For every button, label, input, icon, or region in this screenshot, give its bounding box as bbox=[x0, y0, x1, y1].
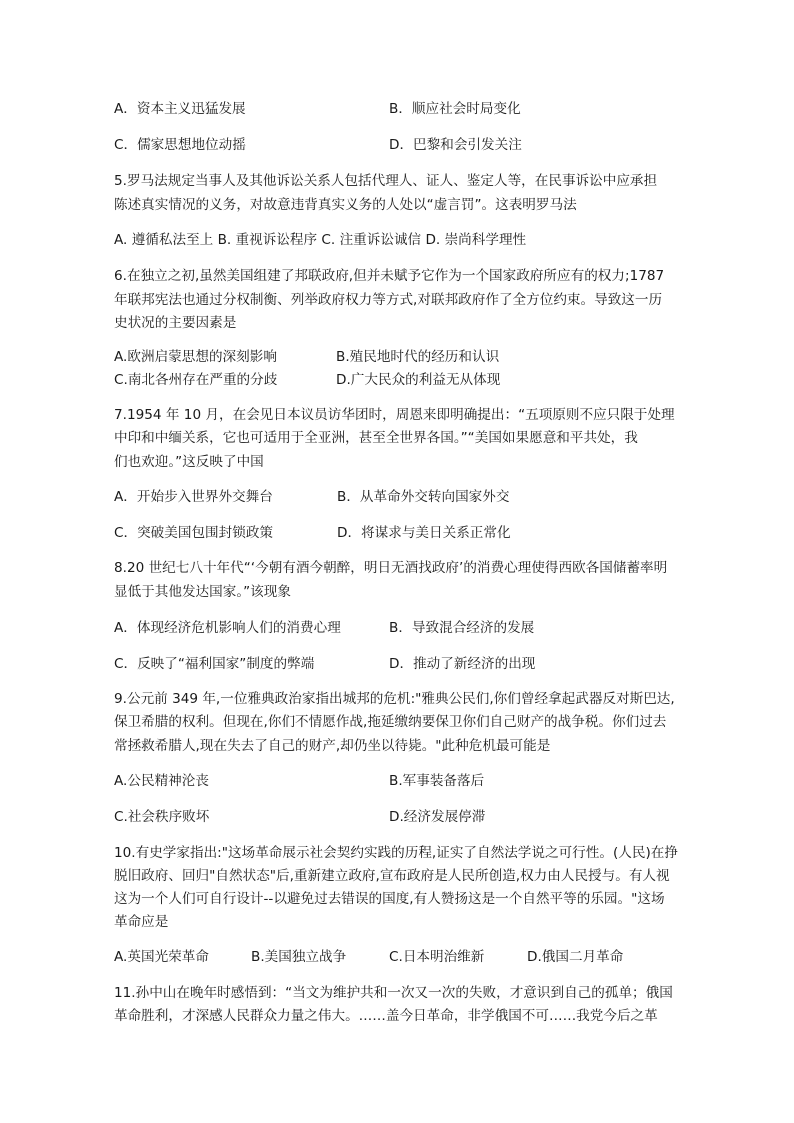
q6-stem-line-2: 年联邦宪法也通过分权制衡、列举政府权力等方式,对联邦政府作了全方位约束。导致这一历 bbox=[114, 292, 663, 308]
q10-stem-line-4: 革命应是 bbox=[114, 914, 169, 930]
q7-option-c: C．突破美国包围封锁政策 bbox=[114, 525, 274, 541]
q7-option-d: D．将谋求与美日关系正常化 bbox=[337, 525, 511, 541]
q8-stem-line-2: 显低于其他发达国家。”该现象 bbox=[114, 584, 291, 600]
q11-stem-line-2: 革命胜利，才深感人民群众力量之伟大。……盖今日革命，非学俄国不可……我党今后之革 bbox=[114, 1008, 658, 1024]
q10-option-a: A.英国光荣革命 bbox=[114, 949, 209, 965]
q6-option-c: C.南北各州存在严重的分歧 bbox=[114, 372, 278, 388]
q8-stem-line-1: 8.20 世纪七八十年代“‘今朝有酒今朝醉，明日无酒找政府’的消费心理使得西欧各国储蓄率明 bbox=[114, 560, 668, 576]
q10-stem-line-3: 这为一个人们可自行设计--以避免过去错误的国度,有人赞扬这是一个自然平等的乐园。"这场 bbox=[114, 891, 665, 907]
q7-option-a: A．开始步入世界外交舞台 bbox=[114, 489, 273, 505]
q10-option-b: B.美国独立战争 bbox=[251, 949, 347, 965]
q10-stem-line-2: 脱旧政府、回归"自然状态"后,重新建立政府,宣布政府是人民所创造,权力由人民授与。有人视 bbox=[114, 868, 670, 884]
q6-stem-line-1: 6.在独立之初,虽然美国组建了邦联政府,但并未赋予它作为一个国家政府所应有的权力;1787 bbox=[114, 268, 665, 284]
q6-option-d: D.广大民众的利益无从体现 bbox=[336, 372, 501, 388]
q9-option-d: D.经济发展停滞 bbox=[389, 809, 486, 825]
q7-stem-line-3: 们也欢迎。”这反映了中国 bbox=[114, 454, 264, 470]
q10-stem-line-1: 10.有史学家指出:"这场革命展示社会契约实践的历程,证实了自然法学说之可行性。(人民)在挣 bbox=[114, 845, 678, 861]
q7-option-b: B．从革命外交转向国家外交 bbox=[337, 489, 510, 505]
q6-option-b: B.殖民地时代的经历和认识 bbox=[336, 349, 500, 365]
q11-stem-line-1: 11.孙中山在晚年时感悟到：“当文为维护共和一次又一次的失败，才意识到自己的孤单；俄国 bbox=[114, 985, 673, 1001]
q5-options: A. 遵循私法至上 B. 重视诉讼程序 C. 注重诉讼诚信 D. 崇尚科学理性 bbox=[114, 232, 527, 248]
q8-option-b: B．导致混合经济的发展 bbox=[389, 620, 535, 636]
q4-option-d: D．巴黎和会引发关注 bbox=[389, 137, 522, 153]
q9-option-a: A.公民精神沦丧 bbox=[114, 773, 209, 789]
q7-stem-line-1: 7.1954 年 10 月，在会见日本议员访华团时，周恩来即明确提出：“五项原则不应只限于处理 bbox=[114, 407, 675, 423]
q9-option-b: B.军事装备落后 bbox=[389, 773, 485, 789]
q4-option-c: C．儒家思想地位动摇 bbox=[114, 137, 246, 153]
q9-stem-line-3: 常拯救希腊人,现在失去了自己的财产,却仍坐以待毙。"此种危机最可能是 bbox=[114, 738, 551, 754]
q4-option-b: B．顺应社会时局变化 bbox=[389, 101, 521, 117]
q8-option-c: C．反映了“福利国家”制度的弊端 bbox=[114, 656, 315, 672]
q6-option-a: A.欧洲启蒙思想的深刻影响 bbox=[114, 349, 277, 365]
q5-stem-line-2: 陈述真实情况的义务，对故意违背真实义务的人处以“虚言罚”。这表明罗马法 bbox=[114, 197, 577, 213]
q10-option-d: D.俄国二月革命 bbox=[527, 949, 624, 965]
q6-stem-line-3: 史状况的主要因素是 bbox=[114, 315, 237, 331]
q7-stem-line-2: 中印和中缅关系，它也可适用于全亚洲，甚至全世界各国。”“美国如果愿意和平共处，我 bbox=[114, 430, 638, 446]
q5-stem-line-1: 5.罗马法规定当事人及其他诉讼关系人包括代理人、证人、鉴定人等，在民事诉讼中应承担 bbox=[114, 173, 658, 189]
q8-option-a: A．体现经济危机影响人们的消费心理 bbox=[114, 620, 341, 636]
q9-stem-line-2: 保卫希腊的权利。但现在,你们不情愿作战,拖延缴纳要保卫你们自己财产的战争税。你们过去 bbox=[114, 714, 667, 730]
q9-option-c: C.社会秩序败坏 bbox=[114, 809, 210, 825]
q9-stem-line-1: 9.公元前 349 年,一位雅典政治家指出城邦的危机:"雅典公民们,你们曾经拿起武器反对斯巴达, bbox=[114, 691, 675, 707]
q4-option-a: A．资本主义迅猛发展 bbox=[114, 101, 246, 117]
q8-option-d: D．推动了新经济的出现 bbox=[389, 656, 536, 672]
q10-option-c: C.日本明治维新 bbox=[389, 949, 485, 965]
